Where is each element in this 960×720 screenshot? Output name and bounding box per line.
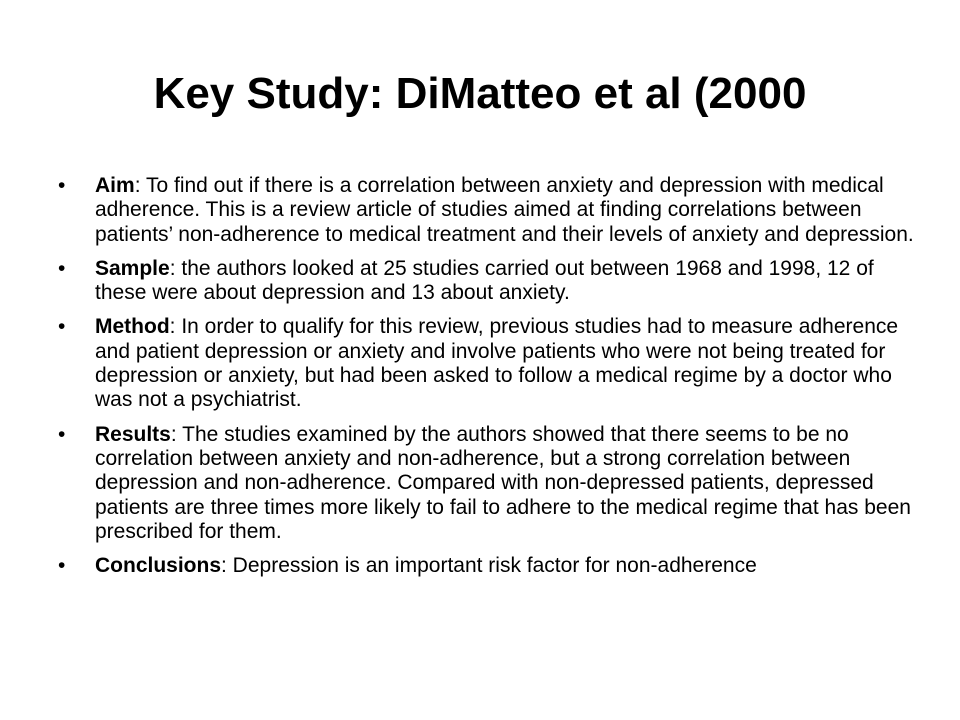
bullet-term: Results — [95, 422, 171, 446]
bullet-list — [58, 174, 918, 588]
bullet-text: : To find out if there is a correlation between anxiety and depression with medical adherence. This is a review article of studies aimed at finding correlations between patients’ non-adherence to medical treatment and their levels of anxiety and depression. — [95, 174, 914, 246]
bullet-term: Conclusions — [95, 554, 222, 578]
slide-title: Key Study: DiMatteo et al (2000 — [153, 69, 807, 118]
bullet-icon: • — [58, 256, 66, 280]
bullet-icon: • — [58, 554, 66, 578]
bullet-method — [58, 315, 918, 412]
bullet-term: Aim — [95, 174, 135, 197]
bullet-icon: • — [58, 422, 66, 446]
bullet-text: : the authors looked at 25 studies carried out between 1968 and 1998, 12 of these were about depression and 13 about anxiety. — [95, 256, 874, 305]
bullet-text: : In order to qualify for this review, previous studies had to measure adherence and patient depression or anxiety and involve patients who were not being treated for depression or anxiety, but had been asked to follow a medical regime by a doctor who was not a psychiatrist. — [95, 315, 899, 412]
bullet-text: : The studies examined by the authors showed that there seems to be no correlation between anxiety and non-adherence, but a strong correlation between depression and non-adherence. Compared with non-depressed patients, depressed patients are three times more likely to fail to adhere to the medical regime that has been prescribed for them. — [95, 422, 911, 543]
bullet-sample — [58, 257, 918, 306]
bullet-results — [58, 423, 918, 544]
bullet-term: Sample — [95, 256, 170, 280]
bullet-icon: • — [58, 315, 66, 339]
bullet-text: : Depression is an important risk factor for non-adherence — [221, 554, 757, 578]
bullet-aim — [58, 174, 918, 247]
bullet-conclusions — [58, 554, 918, 578]
bullet-icon: • — [58, 174, 66, 197]
bullet-term: Method — [95, 315, 170, 339]
